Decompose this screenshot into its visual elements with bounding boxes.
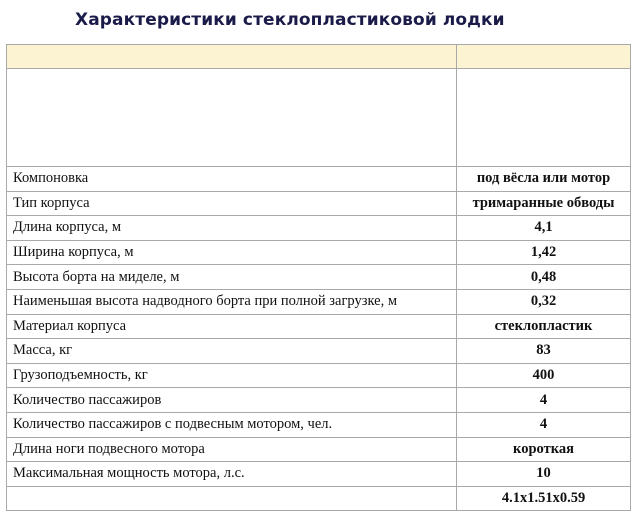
spec-label: Тип корпуса: [7, 191, 457, 216]
page-title: Характеристики стеклопластиковой лодки: [75, 10, 505, 30]
spec-label: Грузоподъемность, кг: [7, 363, 457, 388]
spec-label: Длина корпуса, м: [7, 216, 457, 241]
table-row: [7, 388, 631, 413]
table-row: [7, 363, 631, 388]
spec-value: 10: [457, 462, 631, 487]
spec-value: под вёсла или мотор: [457, 167, 631, 192]
spec-value: тримаранные обводы: [457, 191, 631, 216]
table-row: [7, 437, 631, 462]
table-row: [7, 265, 631, 290]
spec-label: Компоновка: [7, 167, 457, 192]
table-row: [7, 191, 631, 216]
spec-label: Максимальная мощность мотора, л.с.: [7, 462, 457, 487]
image-cell-value: [457, 69, 631, 167]
spec-label: Количество пассажиров: [7, 388, 457, 413]
specs-table: [6, 44, 631, 511]
spec-label: [7, 486, 457, 511]
spec-value: стеклопластик: [457, 314, 631, 339]
spec-value: 4,1: [457, 216, 631, 241]
table-row: [7, 412, 631, 437]
table-row: [7, 167, 631, 192]
spec-value: короткая: [457, 437, 631, 462]
spec-value: 83: [457, 339, 631, 364]
spec-label: Количество пассажиров с подвесным мотором, чел.: [7, 412, 457, 437]
table-row: [7, 339, 631, 364]
table-row: [7, 314, 631, 339]
spec-value: 0,32: [457, 289, 631, 314]
table-row: [7, 289, 631, 314]
spec-label: Масса, кг: [7, 339, 457, 364]
spec-label: Ширина корпуса, м: [7, 240, 457, 265]
image-cell-label: [7, 69, 457, 167]
header-cell-value: [457, 45, 631, 69]
spec-value: 4: [457, 412, 631, 437]
spec-label: Длина ноги подвесного мотора: [7, 437, 457, 462]
spec-value: 400: [457, 363, 631, 388]
header-cell-label: [7, 45, 457, 69]
spec-value: 0,48: [457, 265, 631, 290]
image-placeholder-row: [7, 69, 631, 167]
table-row: [7, 462, 631, 487]
spec-value: 4: [457, 388, 631, 413]
table-header-row: [7, 45, 631, 69]
spec-label: Материал корпуса: [7, 314, 457, 339]
table-row: [7, 240, 631, 265]
table-row: [7, 216, 631, 241]
spec-value: 4.1x1.51x0.59: [457, 486, 631, 511]
spec-label: Высота борта на миделе, м: [7, 265, 457, 290]
spec-label: Наименьшая высота надводного борта при полной загрузке, м: [7, 289, 457, 314]
table-row: [7, 486, 631, 511]
spec-value: 1,42: [457, 240, 631, 265]
